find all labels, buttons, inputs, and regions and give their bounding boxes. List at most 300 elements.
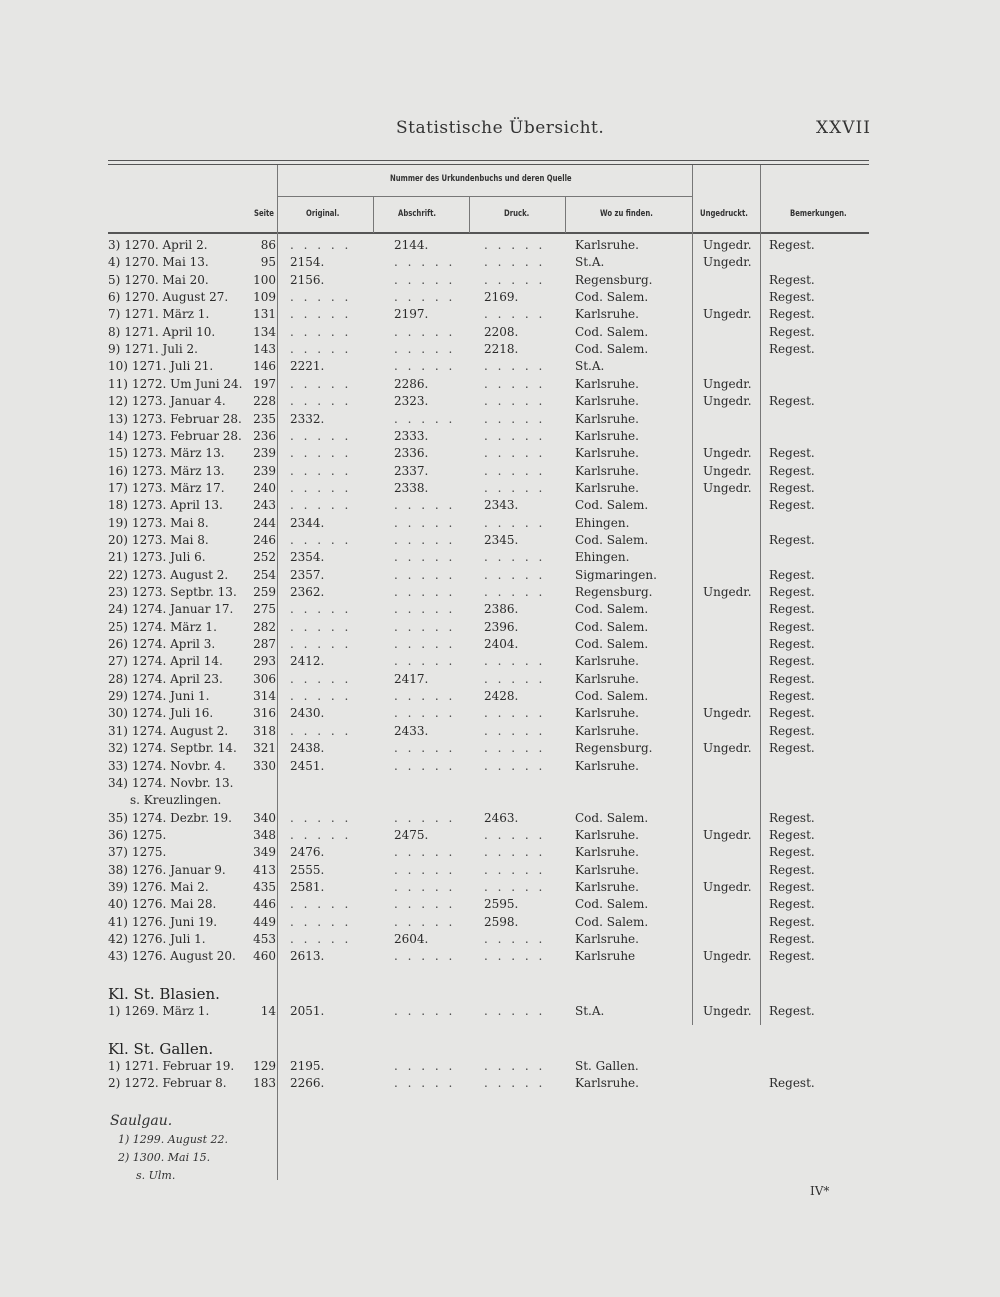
entry-date: 1274. Juli 16. — [131, 706, 214, 721]
page-ref: 321 — [253, 741, 276, 756]
ungedruckt-mark: Ungedr. — [703, 255, 752, 270]
empty-dots: . . . . . — [290, 498, 352, 513]
original-number: 2195. — [290, 1059, 325, 1073]
location: Karlsruhe. — [575, 845, 639, 860]
entry-number-date — [108, 758, 226, 775]
empty-dots: . . . . . — [290, 532, 352, 547]
location: Karlsruhe. — [575, 238, 639, 252]
entry-date: 1273. Januar 4. — [131, 394, 226, 409]
page-ref: 314 — [253, 689, 276, 704]
empty-dots: . . . . . — [394, 550, 456, 565]
entry-number-date — [108, 289, 228, 306]
entry-number-date — [108, 445, 225, 462]
location: Cod. Salem. — [575, 637, 649, 652]
entry-number-date — [108, 1075, 227, 1092]
entry-number-date — [108, 653, 223, 670]
page-ref: 348 — [253, 827, 276, 842]
ungedruckt-mark: Ungedr. — [703, 394, 752, 409]
empty-dots: . . . . . — [290, 619, 352, 634]
header-original: Original. — [306, 209, 340, 219]
remark: Regest. — [769, 463, 815, 478]
remark: Regest. — [769, 741, 815, 756]
empty-dots: . . . . . — [290, 376, 352, 391]
entry-number-date — [108, 515, 209, 532]
entry-number-date — [108, 237, 208, 254]
entry-date: 1274. Januar 17. — [131, 602, 234, 617]
remark: Regest. — [769, 238, 815, 252]
original-number: 2476. — [290, 845, 325, 860]
entry-number: 9) — [108, 342, 121, 357]
entry-date: 1274. Septbr. 14. — [131, 741, 237, 756]
empty-dots: . . . . . — [394, 515, 456, 530]
entry-date: 1274. Juni 1. — [131, 689, 210, 704]
remark: Regest. — [769, 446, 815, 461]
table-row — [0, 532, 1000, 549]
page-ref: 236 — [253, 428, 276, 443]
location: Karlsruhe. — [575, 932, 639, 946]
table-row — [0, 601, 1000, 618]
original-number: 2555. — [290, 862, 325, 877]
page-ref: 86 — [260, 238, 276, 252]
empty-dots: . . . . . — [484, 1004, 546, 1018]
entry-number-date — [108, 1003, 209, 1020]
entry-date: 1276. Juli 1. — [131, 932, 206, 946]
druck-number: 2345. — [484, 532, 519, 547]
original-number: 2451. — [290, 758, 325, 773]
ungedruckt-mark: Ungedr. — [703, 827, 752, 842]
empty-dots: . . . . . — [290, 480, 352, 495]
remark: Regest. — [769, 637, 815, 652]
abschrift-number: 2337. — [394, 463, 429, 478]
abschrift-number: 2323. — [394, 394, 429, 409]
entry-number: 26) — [108, 637, 128, 652]
empty-dots: . . . . . — [394, 1076, 456, 1090]
location: Cod. Salem. — [575, 324, 649, 339]
entry-number-date — [108, 393, 226, 410]
entry-number-date — [108, 896, 216, 913]
entry-date: 1274. März 1. — [131, 619, 217, 634]
page-ref: 330 — [253, 758, 276, 773]
ungedruckt-mark: Ungedr. — [703, 238, 752, 252]
location: Cod. Salem. — [575, 914, 649, 929]
entry-number: 13) — [108, 411, 128, 426]
original-number: 2354. — [290, 550, 325, 565]
entry-date: 1273. Juli 6. — [131, 550, 206, 565]
empty-dots: . . . . . — [484, 359, 546, 374]
empty-dots: . . . . . — [394, 897, 456, 912]
empty-dots: . . . . . — [484, 706, 546, 721]
entry-number-date — [108, 879, 209, 896]
remark: Regest. — [769, 723, 815, 738]
entry-number: 22) — [108, 567, 128, 582]
table-row — [0, 723, 1000, 740]
section-title-saulgau: Saulgau. — [110, 1113, 173, 1129]
entry-number: 5) — [108, 272, 121, 287]
table-row — [0, 567, 1000, 584]
table-row — [0, 324, 1000, 341]
entry-date: 1273. März 13. — [131, 463, 225, 478]
page-number: XXVII — [816, 118, 871, 138]
entry-date: 1274. April 3. — [131, 637, 216, 652]
table-row — [0, 272, 1000, 289]
entry-number-date — [108, 272, 209, 289]
entry-number: 29) — [108, 689, 128, 704]
entry-date: 1273. Februar 28. — [131, 428, 242, 443]
page-ref: 100 — [253, 272, 276, 287]
table-row — [0, 584, 1000, 601]
table-row — [0, 931, 1000, 948]
empty-dots: . . . . . — [394, 1004, 456, 1018]
location: Karlsruhe. — [575, 862, 639, 877]
remark: Regest. — [769, 897, 815, 912]
original-number: 2156. — [290, 272, 325, 287]
empty-dots: . . . . . — [394, 342, 456, 357]
header-rule-bottom — [108, 232, 869, 234]
page-ref: 134 — [253, 324, 276, 339]
remark: Regest. — [769, 845, 815, 860]
location: Karlsruhe. — [575, 879, 639, 894]
entry-number: 2) — [108, 1076, 121, 1090]
empty-dots: . . . . . — [394, 602, 456, 617]
entry-number-date — [108, 549, 206, 566]
page-title: Statistische Übersicht. — [396, 118, 605, 138]
abschrift-number: 2286. — [394, 376, 429, 391]
entry-number: 4) — [108, 255, 121, 270]
empty-dots: . . . . . — [394, 1059, 456, 1073]
entry-date: 1271. April 10. — [124, 324, 216, 339]
empty-dots: . . . . . — [394, 689, 456, 704]
table-row — [0, 653, 1000, 670]
page-ref: 239 — [253, 463, 276, 478]
empty-dots: . . . . . — [290, 394, 352, 409]
entry-date: 1273. August 2. — [131, 567, 229, 582]
empty-dots: . . . . . — [290, 689, 352, 704]
ungedruckt-mark: Ungedr. — [703, 307, 752, 322]
table-row — [0, 515, 1000, 532]
entry-number-date — [108, 671, 223, 688]
empty-dots: . . . . . — [484, 480, 546, 495]
page-ref: 246 — [253, 532, 276, 547]
location: Karlsruhe. — [575, 654, 639, 669]
entry-number: 24) — [108, 602, 128, 617]
empty-dots: . . . . . — [394, 637, 456, 652]
ungedruckt-mark: Ungedr. — [703, 446, 752, 461]
remark: Regest. — [769, 532, 815, 547]
entry-date: 1271. März 1. — [124, 307, 210, 322]
remark: Regest. — [769, 585, 815, 599]
entry-number: 11) — [108, 376, 128, 391]
remark: Regest. — [769, 1076, 815, 1090]
ungedruckt-mark: Ungedr. — [703, 949, 752, 964]
entry-number-date — [108, 636, 215, 653]
empty-dots: . . . . . — [394, 845, 456, 860]
table-row — [0, 914, 1000, 931]
remark: Regest. — [769, 689, 815, 704]
table-row — [0, 358, 1000, 375]
empty-dots: . . . . . — [394, 706, 456, 721]
entry-number: 42) — [108, 932, 128, 946]
empty-dots: . . . . . — [394, 619, 456, 634]
entry-number: 28) — [108, 671, 128, 686]
empty-dots: . . . . . — [394, 290, 456, 305]
page-ref: 275 — [253, 602, 276, 617]
location: Cod. Salem. — [575, 342, 649, 357]
original-number: 2332. — [290, 411, 325, 426]
entry-date: 1276. Mai 2. — [131, 879, 209, 894]
ungedruckt-mark: Ungedr. — [703, 879, 752, 894]
entry-date: 1271. Juli 2. — [124, 342, 198, 357]
header-seite: Seite — [254, 209, 274, 219]
empty-dots: . . . . . — [484, 255, 546, 270]
entry-number: 8) — [108, 324, 121, 339]
header-group-rule — [277, 196, 692, 197]
empty-dots: . . . . . — [394, 862, 456, 877]
header-ungedruckt: Ungedruckt. — [700, 209, 748, 219]
entry-number: 18) — [108, 498, 128, 513]
druck-number: 2428. — [484, 689, 519, 704]
empty-dots: . . . . . — [484, 585, 546, 599]
entry-number: 6) — [108, 290, 121, 305]
table-row — [0, 636, 1000, 653]
page-ref: 460 — [253, 949, 276, 964]
page-ref: 95 — [260, 255, 276, 270]
empty-dots: . . . . . — [394, 411, 456, 426]
location: Cod. Salem. — [575, 602, 649, 617]
location: Cod. Salem. — [575, 619, 649, 634]
entry-date: 1276. August 20. — [131, 949, 236, 964]
entry-number: 41) — [108, 914, 128, 929]
location: Cod. Salem. — [575, 532, 649, 547]
entry-number-date — [108, 775, 233, 792]
entry-number: 25) — [108, 619, 128, 634]
entry-date: 1273. Mai 8. — [131, 515, 209, 530]
entry-number: 23) — [108, 585, 128, 599]
location: Karlsruhe. — [575, 758, 639, 773]
page-ref: 243 — [253, 498, 276, 513]
empty-dots: . . . . . — [290, 897, 352, 912]
abschrift-number: 2338. — [394, 480, 429, 495]
entry-date: 1274. April 14. — [131, 654, 223, 669]
remark: Regest. — [769, 827, 815, 842]
table-row — [0, 1003, 1000, 1020]
abschrift-number: 2475. — [394, 827, 429, 842]
entry-number: 14) — [108, 428, 128, 443]
empty-dots: . . . . . — [394, 741, 456, 756]
original-number: 2430. — [290, 706, 325, 721]
druck-number: 2169. — [484, 290, 519, 305]
abschrift-number: 2433. — [394, 723, 429, 738]
empty-dots: . . . . . — [394, 654, 456, 669]
entry-date: 1270. Mai 20. — [124, 272, 209, 287]
header-abschrift: Abschrift. — [398, 209, 436, 219]
empty-dots: . . . . . — [290, 324, 352, 339]
entry-date: 1274. Novbr. 4. — [131, 758, 226, 773]
page-ref: 183 — [253, 1076, 276, 1090]
entry-number-date — [108, 497, 223, 514]
remark: Regest. — [769, 862, 815, 877]
location: St.A. — [575, 1004, 605, 1018]
empty-dots: . . . . . — [394, 272, 456, 287]
entry-number-date — [108, 810, 232, 827]
entry-number-date — [108, 376, 242, 393]
empty-dots: . . . . . — [484, 428, 546, 443]
location: Cod. Salem. — [575, 290, 649, 305]
page-ref: 252 — [253, 550, 276, 565]
remark: Regest. — [769, 706, 815, 721]
empty-dots: . . . . . — [484, 238, 546, 252]
entry-date: 1269. März 1. — [124, 1004, 210, 1018]
druck-number: 2463. — [484, 810, 519, 825]
entry-number-date — [108, 723, 228, 740]
entry-number-date — [108, 688, 210, 705]
remark: Regest. — [769, 567, 815, 582]
original-number: 2266. — [290, 1076, 325, 1090]
location: Sigmaringen. — [575, 567, 657, 582]
druck-number: 2598. — [484, 914, 519, 929]
entry-date: 1273. Mai 8. — [131, 532, 209, 547]
entry-number: 31) — [108, 723, 128, 738]
page-ref: 306 — [253, 671, 276, 686]
entry-date: 1272. Um Juni 24. — [131, 376, 243, 391]
entry-number-date — [108, 914, 217, 931]
original-number: 2154. — [290, 255, 325, 270]
remark: Regest. — [769, 602, 815, 617]
entry-number-date — [108, 948, 236, 965]
table-row — [0, 1075, 1000, 1092]
entry-number-date — [108, 532, 209, 549]
location: Karlsruhe. — [575, 394, 639, 409]
entry-number: 3) — [108, 238, 121, 252]
abschrift-number: 2604. — [394, 932, 429, 946]
empty-dots: . . . . . — [484, 932, 546, 946]
empty-dots: . . . . . — [394, 914, 456, 929]
table-row — [0, 393, 1000, 410]
location: Ehingen. — [575, 550, 630, 565]
empty-dots: . . . . . — [290, 810, 352, 825]
empty-dots: . . . . . — [290, 342, 352, 357]
entry-date: 1270. April 2. — [124, 238, 208, 252]
entry-date: 1273. März 13. — [131, 446, 225, 461]
entry-number-date — [108, 341, 198, 358]
empty-dots: . . . . . — [394, 324, 456, 339]
empty-dots: . . . . . — [484, 671, 546, 686]
empty-dots: . . . . . — [394, 758, 456, 773]
empty-dots: . . . . . — [290, 932, 352, 946]
entry-number: 40) — [108, 897, 128, 912]
table-row — [0, 758, 1000, 775]
empty-dots: . . . . . — [484, 411, 546, 426]
entry-date: 1271. Juli 21. — [131, 359, 214, 374]
original-number: 2051. — [290, 1004, 325, 1018]
entry-number-date — [108, 931, 206, 948]
remark: Regest. — [769, 654, 815, 669]
location: Karlsruhe. — [575, 706, 639, 721]
ungedruckt-mark: Ungedr. — [703, 741, 752, 756]
entry-number-date — [108, 358, 213, 375]
section-title-blasien: Kl. St. Blasien. — [108, 985, 220, 1003]
cross-reference: s. Kreuzlingen. — [130, 793, 222, 808]
table-row — [0, 740, 1000, 757]
table-row — [0, 827, 1000, 844]
table-row — [0, 844, 1000, 861]
original-number: 2613. — [290, 949, 325, 964]
entry-number: 38) — [108, 862, 128, 877]
entry-number-date — [108, 740, 237, 757]
table-row — [0, 463, 1000, 480]
empty-dots: . . . . . — [484, 550, 546, 565]
header-wo: Wo zu finden. — [600, 209, 653, 219]
entry-number: 10) — [108, 359, 128, 374]
header-bemerkungen: Bemerkungen. — [790, 209, 847, 219]
entry-number-date — [108, 862, 226, 879]
entry-number: 21) — [108, 550, 128, 565]
table-row-note — [0, 792, 1000, 809]
location: St.A. — [575, 255, 605, 270]
location: Karlsruhe. — [575, 827, 639, 842]
entry-number-date — [108, 827, 166, 844]
empty-dots: . . . . . — [484, 723, 546, 738]
empty-dots: . . . . . — [484, 567, 546, 582]
remark: Regest. — [769, 949, 815, 964]
entry-date: 1275. — [131, 827, 167, 842]
entry-date: 1270. Mai 13. — [124, 255, 209, 270]
page-ref: 293 — [253, 654, 276, 669]
location: Karlsruhe. — [575, 307, 639, 322]
ungedruckt-mark: Ungedr. — [703, 706, 752, 721]
table-row — [0, 671, 1000, 688]
page-ref: 340 — [253, 810, 276, 825]
location: St. Gallen. — [575, 1059, 639, 1073]
original-number: 2438. — [290, 741, 325, 756]
entry-number: 7) — [108, 307, 121, 322]
page-ref: 146 — [253, 359, 276, 374]
entry-date: 1271. Februar 19. — [124, 1059, 235, 1073]
page-ref: 413 — [253, 862, 276, 877]
table-row — [0, 810, 1000, 827]
empty-dots: . . . . . — [290, 290, 352, 305]
entry-number: 35) — [108, 810, 128, 825]
entry-date: 1276. Januar 9. — [131, 862, 226, 877]
entry-number-date — [108, 480, 225, 497]
remark: Regest. — [769, 1004, 815, 1018]
empty-dots: . . . . . — [290, 723, 352, 738]
original-number: 2362. — [290, 585, 325, 599]
table-row — [0, 862, 1000, 879]
page-ref: 453 — [253, 932, 276, 946]
empty-dots: . . . . . — [394, 567, 456, 582]
table-row — [0, 289, 1000, 306]
page-ref: 14 — [260, 1004, 276, 1018]
table-row — [0, 775, 1000, 792]
abschrift-number: 2197. — [394, 307, 429, 322]
entry-number: 37) — [108, 845, 128, 860]
empty-dots: . . . . . — [394, 879, 456, 894]
remark: Regest. — [769, 394, 815, 409]
druck-number: 2343. — [484, 498, 519, 513]
table-row — [0, 411, 1000, 428]
ungedruckt-mark: Ungedr. — [703, 585, 752, 599]
entry-number: 39) — [108, 879, 128, 894]
section-title-gallen: Kl. St. Gallen. — [108, 1040, 214, 1058]
remark: Regest. — [769, 480, 815, 495]
ungedruckt-mark: Ungedr. — [703, 463, 752, 478]
entry-number-date — [108, 324, 215, 341]
ungedruckt-mark: Ungedr. — [703, 480, 752, 495]
ungedruckt-mark: Ungedr. — [703, 376, 752, 391]
entry-number: 1) — [108, 1004, 121, 1018]
empty-dots: . . . . . — [394, 532, 456, 547]
druck-number: 2404. — [484, 637, 519, 652]
